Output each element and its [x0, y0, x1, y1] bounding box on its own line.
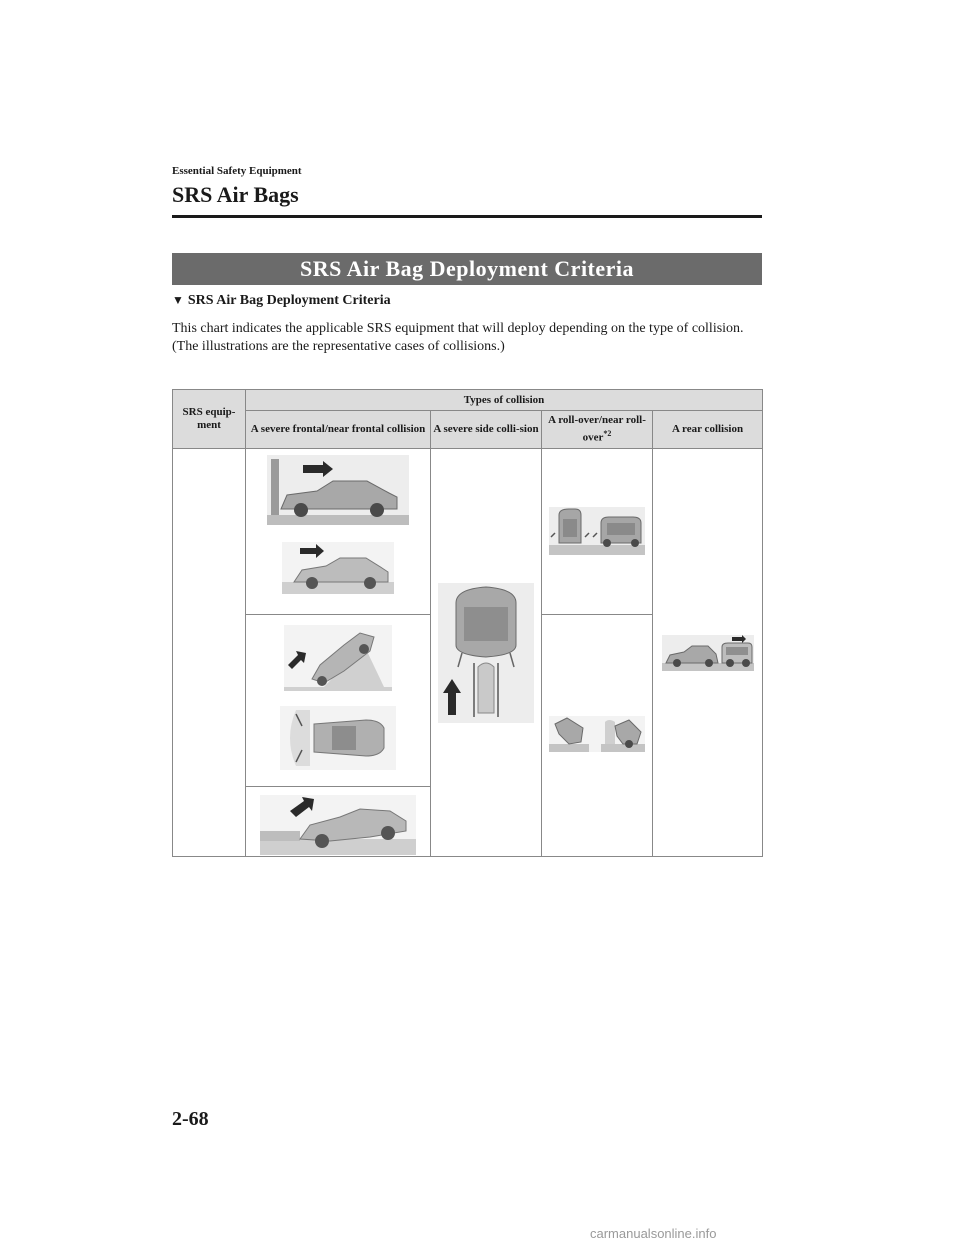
rear-illustration-cell: [653, 449, 763, 857]
frontal-subcell-3: [246, 787, 430, 856]
frontal-slope-collision-illustration: [284, 625, 392, 691]
frontal-wall-collision-illustration: [267, 455, 409, 525]
rollover-illustrations-cell: [542, 449, 653, 857]
section-label: Essential Safety Equipment: [172, 165, 302, 177]
side-illustration-cell: [431, 449, 542, 857]
subheading-text: SRS Air Bag Deployment Criteria: [187, 293, 391, 308]
rollover-subcell-1: [542, 449, 652, 614]
frontal-curb-collision-illustration: [260, 795, 416, 855]
side-collision-illustration: [438, 583, 534, 723]
section-banner: SRS Air Bag Deployment Criteria: [172, 253, 762, 285]
rollover-footnote-marker: *2: [603, 429, 612, 439]
deployment-criteria-table: [172, 389, 763, 857]
col-rear-header: A rear collision: [653, 411, 763, 449]
col-rollover-header: [542, 411, 653, 449]
equipment-cell: [173, 449, 246, 857]
intro-text: [172, 320, 764, 356]
rear-collision-illustration: [662, 635, 754, 671]
frontal-offset-collision-illustration: [282, 542, 394, 594]
near-rollover-illustration: [549, 716, 645, 752]
chapter-rule: [172, 215, 762, 218]
intro-paragraph-2: (The illustrations are the representative cases of collisions.): [172, 339, 505, 354]
subheading: [172, 293, 391, 309]
watermark: carmanualsonline.info: [590, 1226, 717, 1241]
col-frontal-header: A severe frontal/near frontal collision: [246, 411, 431, 449]
triangle-down-icon: ▼: [172, 293, 184, 307]
rollover-illustration: [549, 507, 645, 555]
equipment-header: SRS equip-ment: [173, 390, 246, 449]
frontal-subcell-1: [246, 449, 430, 614]
rollover-subcell-2: [542, 615, 652, 855]
col-side-header: A severe side colli-sion: [431, 411, 542, 449]
frontal-subcell-2: [246, 615, 430, 786]
types-of-collision-header: Types of collision: [246, 390, 763, 411]
intro-paragraph-1: This chart indicates the applicable SRS equipment that will deploy depending on the type of collision.: [172, 321, 744, 336]
page-number: 2-68: [172, 1108, 209, 1130]
frontal-angled-collision-illustration: [280, 706, 396, 770]
chapter-title: SRS Air Bags: [172, 182, 299, 207]
frontal-illustrations-cell: [246, 449, 431, 857]
col-rollover-label: A roll-over/near roll-over: [548, 414, 646, 444]
